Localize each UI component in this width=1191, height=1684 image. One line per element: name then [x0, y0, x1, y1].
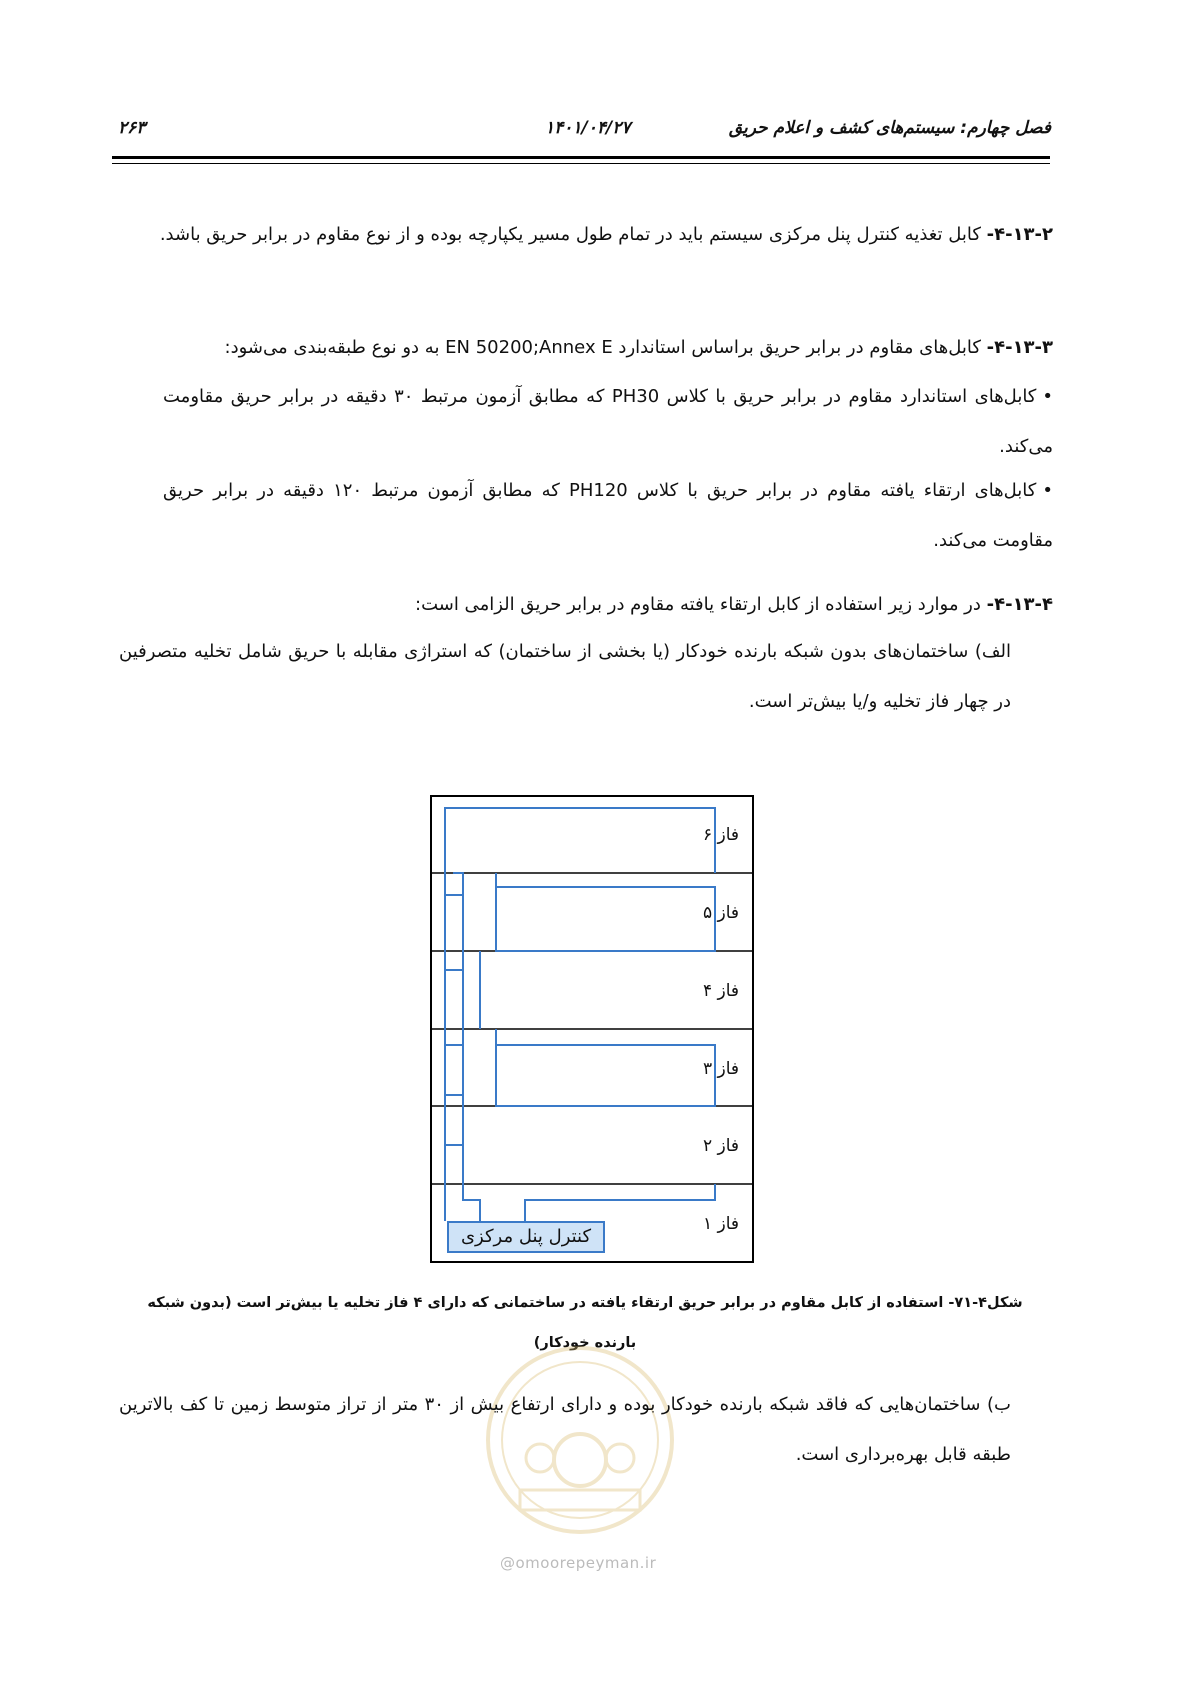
item-b: ب) ساختمان‌هایی که فاقد شبکه بارنده خودکار بوده و دارای ارتفاع بیش از ۳۰ متر از تراز متوسط زمین تا کف بالاترین طبقه قابل بهره‌برداری است.	[119, 1394, 1011, 1465]
page-header	[0, 118, 1191, 148]
section-number: ۴-۱۳-۴-	[986, 594, 1053, 615]
fire-resistant-cable-routes	[445, 808, 715, 1221]
section-text: کابل‌های مقاوم در برابر حریق براساس استاندارد EN 50200;Annex E به دو نوع طبقه‌بندی می‌شود:	[224, 337, 987, 358]
section-number: ۴-۱۳-۲-	[986, 224, 1053, 245]
floor-label-3: فاز ۳	[702, 1059, 739, 1079]
watermark-site: @omoorepeyman.ir	[500, 1554, 657, 1572]
floor-label-6: فاز ۶	[702, 825, 739, 845]
floor-label-5: فاز ۵	[702, 903, 739, 923]
section-text: کابل تغذیه کنترل پنل مرکزی سیستم باید در تمام طول مسیر یکپارچه بوده و از نوع مقاوم در برابر حریق باشد.	[159, 224, 987, 245]
cable-route-floor-6	[445, 808, 715, 1221]
section-number: ۴-۱۳-۳-	[986, 337, 1053, 358]
cable-route-floor-5	[496, 873, 715, 951]
bullet-item-ph120	[163, 466, 1053, 566]
bullet-text: کابل‌های ارتقاء یافته مقاوم در برابر حریق با کلاس PH120 که مطابق آزمون مرتبط ۱۲۰ دقیقه در برابر حریق مقاومت می‌کند.	[163, 480, 1053, 551]
figure-caption: شکل۴-۷۱- استفاده از کابل مقاوم در برابر حریق ارتقاء یافته در ساختمانی که دارای ۴ فاز تخلیه یا بیش‌تر است (بدون شبکه بارنده خودکار)	[147, 1295, 1023, 1351]
chapter-title: فصل چهارم: سیستم‌های کشف و اعلام حریق	[728, 118, 1051, 138]
floor-label-1: فاز ۱	[702, 1214, 739, 1234]
header-rule-thin	[112, 163, 1050, 164]
floor-label-2: فاز ۲	[702, 1136, 739, 1156]
bullet-text: کابل‌های استاندارد مقاوم در برابر حریق با کلاس PH30 که مطابق آزمون مرتبط ۳۰ دقیقه در برابر حریق مقاومت می‌کند.	[163, 386, 1053, 457]
floor-label-4: فاز ۴	[702, 981, 739, 1001]
cable-riser-left	[453, 873, 480, 1221]
diagram-drawing	[430, 795, 755, 1263]
bullet-icon: •	[1042, 386, 1054, 407]
bullet-icon: •	[1042, 480, 1053, 501]
section-4-13-4	[117, 580, 1053, 630]
cable-route-floor-3	[496, 1029, 715, 1106]
bullet-item-ph30	[163, 372, 1053, 472]
page-number: ۲۶۳	[118, 118, 146, 138]
central-control-panel: کنترل پنل مرکزی	[447, 1221, 605, 1253]
cable-route-floor-1	[525, 1184, 715, 1221]
building-cable-diagram	[430, 795, 755, 1263]
section-4-13-2	[117, 210, 1053, 260]
header-rule-thick	[112, 156, 1050, 159]
section-text: در موارد زیر استفاده از کابل ارتقاء یافته مقاوم در برابر حریق الزامی است:	[415, 594, 987, 615]
section-4-13-3	[117, 323, 1053, 373]
header-date: ۱۴۰۱/۰۴/۲۷	[545, 118, 631, 138]
item-a: الف) ساختمان‌های بدون شبکه بارنده خودکار (یا بخشی از ساختمان) که استراژی مقابله با حریق شامل تخلیه متصرفین در چهار فاز تخلیه و/یا بیش‌تر است.	[119, 641, 1011, 712]
